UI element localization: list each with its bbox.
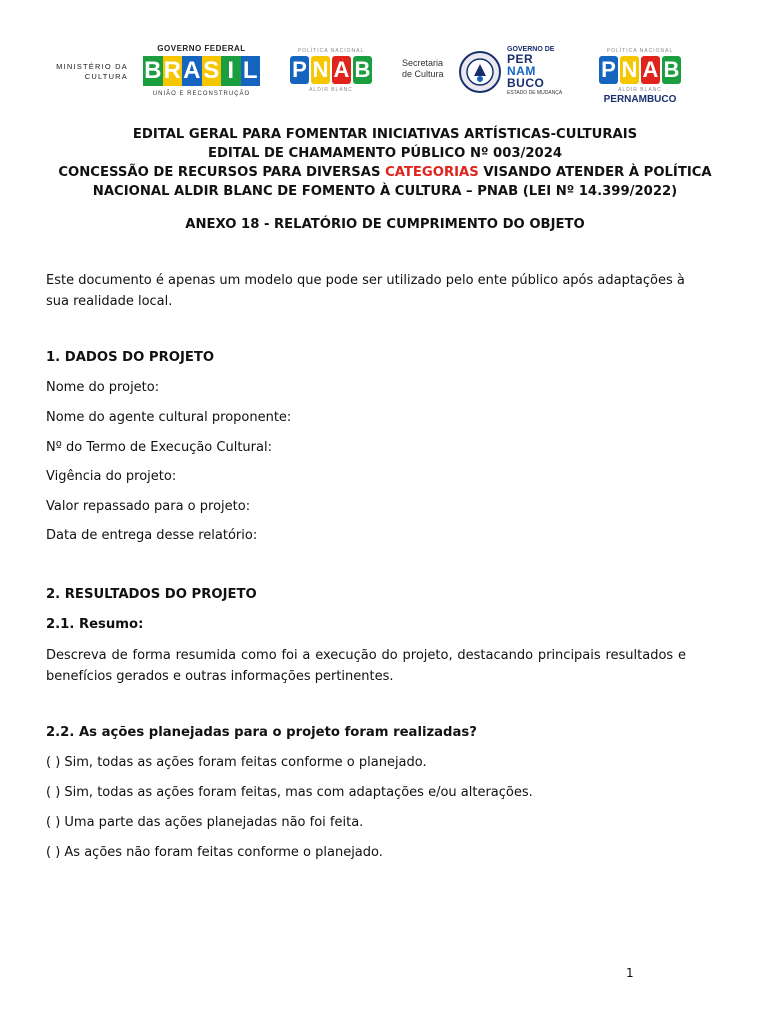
field-vigencia: Vigência do projeto: xyxy=(46,469,177,484)
brasil-wordmark xyxy=(143,56,260,86)
pnab-letter-b: B xyxy=(354,57,371,82)
estado-mudanca-label: ESTADO DE MUDANÇA xyxy=(507,90,563,96)
brasil-letter-b: B xyxy=(144,57,162,84)
pnab-wordmark xyxy=(289,56,373,84)
governo-de-label: GOVERNO DE xyxy=(507,46,555,53)
brasil-letter-r: R xyxy=(163,57,181,84)
title-line-3-a: CONCESSÃO DE RECURSOS PARA DIVERSAS xyxy=(58,165,386,180)
pnab2-letter-a: A xyxy=(642,57,659,82)
pnab2-letter-p: P xyxy=(599,56,618,84)
governo-federal-logo xyxy=(143,44,260,100)
title-line-1: EDITAL GERAL PARA FOMENTAR INICIATIVAS ARTÍSTICAS-CULTURAIS xyxy=(132,127,638,142)
brasil-letter-s: S xyxy=(203,57,220,84)
section-1-heading: 1. DADOS DO PROJETO xyxy=(46,350,215,365)
section-2-2-heading: 2.2. As ações planejadas para o projeto foram realizadas? xyxy=(46,725,477,740)
field-valor-repassado: Valor repassado para o projeto: xyxy=(46,499,251,514)
secretaria-line-1: Secretaria xyxy=(402,58,444,68)
pnab2-sub-label: ALDIR BLANC xyxy=(618,87,662,93)
annex-title: ANEXO 18 - RELATÓRIO DE CUMPRIMENTO DO OBJETO xyxy=(185,217,585,232)
option-sim-conforme[interactable]: ( ) Sim, todas as ações foram feitas conforme o planejado. xyxy=(46,755,427,770)
section-2-heading: 2. RESULTADOS DO PROJETO xyxy=(46,587,257,602)
document-titles xyxy=(40,125,730,201)
intro-paragraph: Este documento é apenas um modelo que pode ser utilizado pelo ente público após adaptações à sua realidade local. xyxy=(46,273,685,309)
option-parte-nao-feita[interactable]: ( ) Uma parte das ações planejadas não foi feita. xyxy=(46,815,364,830)
field-termo-execucao: Nº do Termo de Execução Cultural: xyxy=(46,440,272,455)
pnab2-wordmark xyxy=(598,56,682,84)
title-line-3-b: VISANDO ATENDER À POLÍTICA xyxy=(478,165,712,180)
state-seal-icon xyxy=(458,50,502,94)
title-line-3 xyxy=(40,163,730,182)
pnab2-top-label: POLÍTICA NACIONAL xyxy=(606,48,674,54)
ministerio-line-1: MINISTÉRIO DA xyxy=(56,62,128,71)
title-line-4: NACIONAL ALDIR BLANC DE FOMENTO À CULTURA – PNAB (LEI Nº 14.399/2022) xyxy=(92,184,678,199)
pnab-letter-n: N xyxy=(312,57,329,82)
brasil-letter-i: I xyxy=(221,56,241,86)
governo-pernambuco-logo xyxy=(507,46,573,100)
ministerio-line-2: CULTURA xyxy=(84,72,128,81)
pnab-sub-label: ALDIR BLANC xyxy=(309,87,353,93)
option-sim-adaptacoes[interactable]: ( ) Sim, todas as ações foram feitas, mas com adaptações e/ou alterações. xyxy=(46,785,533,800)
pe-line-1: PER xyxy=(507,52,534,66)
secretaria-cultura-label xyxy=(402,58,452,80)
title-line-2: EDITAL DE CHAMAMENTO PÚBLICO Nº 003/2024 xyxy=(207,146,563,161)
pnab-letter-p: P xyxy=(290,56,309,84)
resumo-paragraph: Descreva de forma resumida como foi a execução do projeto, destacando principais resultados e benefícios gerados e outras informações pertinentes. xyxy=(46,648,686,684)
pnab-pernambuco-logo xyxy=(598,48,682,104)
page-number: 1 xyxy=(626,966,634,980)
title-categorias: CATEGORIAS xyxy=(385,165,479,180)
pnab-logo xyxy=(289,48,373,98)
pnab2-letter-n: N xyxy=(621,57,638,82)
pnab-letter-a: A xyxy=(333,57,350,82)
ministerio-cultura-logo xyxy=(48,62,128,82)
brasil-letter-a: A xyxy=(183,57,201,84)
brasil-letter-l: L xyxy=(241,56,261,86)
uniao-reconstrucao-label: UNIÃO E RECONSTRUÇÃO xyxy=(152,91,251,97)
field-nome-projeto: Nome do projeto: xyxy=(46,380,160,395)
pnab-top-label: POLÍTICA NACIONAL xyxy=(297,48,365,54)
section-2-1-heading: 2.1. Resumo: xyxy=(46,617,144,632)
pe-line-3: BUCO xyxy=(507,76,545,90)
field-agente-cultural: Nome do agente cultural proponente: xyxy=(46,410,292,425)
pernambuco-label: PERNAMBUCO xyxy=(603,94,677,105)
pnab2-letter-b: B xyxy=(663,57,680,82)
header-logos xyxy=(0,44,768,104)
secretaria-line-2: de Cultura xyxy=(402,69,444,79)
governo-federal-label: GOVERNO FEDERAL xyxy=(157,44,246,53)
option-nao-conforme[interactable]: ( ) As ações não foram feitas conforme o planejado. xyxy=(46,845,383,860)
field-data-entrega: Data de entrega desse relatório: xyxy=(46,528,258,543)
pe-line-2: NAM xyxy=(507,64,536,78)
